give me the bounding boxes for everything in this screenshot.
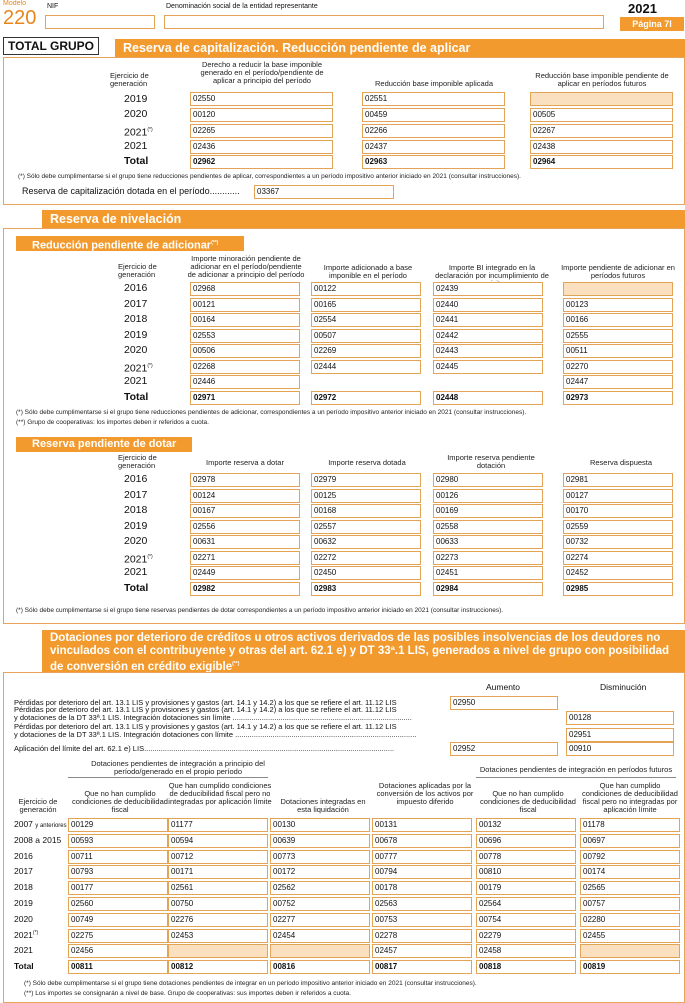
cell-02561[interactable]: 02561 bbox=[168, 881, 268, 895]
cell-02445[interactable]: 02445 bbox=[433, 360, 543, 374]
cell-2950[interactable]: 02950 bbox=[450, 696, 558, 710]
cell-02985[interactable]: 02985 bbox=[563, 582, 673, 596]
cell-2962[interactable]: 02962 bbox=[190, 155, 333, 169]
row-year: 2017 bbox=[124, 298, 148, 310]
cell-02457[interactable]: 02457 bbox=[372, 944, 472, 958]
row-year: 2021(*) bbox=[124, 362, 153, 375]
row-total: Total bbox=[14, 961, 34, 971]
denominacion-input[interactable] bbox=[164, 15, 604, 29]
cell-02565[interactable]: 02565 bbox=[580, 881, 680, 895]
cell-02980[interactable]: 02980 bbox=[433, 473, 543, 487]
line-perdidas-2a: Pérdidas por deterioro del art. 13.1 LIS y provisiones y gastos (art. 14.1 y 14.2) a los que se refiere el art. 11.12 LIS bbox=[14, 705, 397, 714]
group-header-principio: Dotaciones pendientes de integración a principio del período/generado en el propio período bbox=[91, 759, 265, 776]
header-integradas: Dotaciones integradas en esta liquidación bbox=[280, 797, 366, 814]
cell-00631[interactable]: 00631 bbox=[190, 535, 300, 549]
group-divider bbox=[68, 777, 268, 778]
cell-00171[interactable]: 00171 bbox=[168, 865, 268, 879]
cell-02451[interactable]: 02451 bbox=[433, 566, 543, 580]
cell-00166[interactable]: 00166 bbox=[563, 313, 673, 327]
section-title-reserva-capitalizacion: Reserva de capitalización. Reducción pendiente de aplicar bbox=[115, 39, 685, 57]
cell-02563[interactable]: 02563 bbox=[372, 897, 472, 911]
cell-00696[interactable]: 00696 bbox=[476, 834, 576, 848]
nif-input[interactable] bbox=[45, 15, 155, 29]
cell-00812[interactable]: 00812 bbox=[168, 960, 268, 974]
disminucion-label: Disminución bbox=[600, 682, 647, 692]
row-year: 2020 bbox=[14, 914, 33, 924]
cell-00167[interactable]: 00167 bbox=[190, 504, 300, 518]
footnote: (**) Los importes se consignarán a nivel de base. Grupo de cooperativas: sus importes deben ir referidos a cuota. bbox=[24, 990, 351, 997]
cell-00123[interactable]: 00123 bbox=[563, 298, 673, 312]
cell-2550[interactable]: 02550 bbox=[190, 92, 333, 106]
cell-00732[interactable]: 00732 bbox=[563, 535, 673, 549]
header-ejercicio: Ejercicio de generación bbox=[118, 453, 157, 470]
row-total: Total bbox=[124, 582, 149, 594]
row-year: 2019 bbox=[14, 898, 33, 908]
cell-02558[interactable]: 02558 bbox=[433, 520, 543, 534]
cell-2951[interactable]: 02951 bbox=[566, 728, 674, 742]
cell-02269[interactable]: 02269 bbox=[311, 344, 421, 358]
cell-00177[interactable]: 00177 bbox=[68, 881, 168, 895]
cell-02443[interactable]: 02443 bbox=[433, 344, 543, 358]
cell-00179[interactable]: 00179 bbox=[476, 881, 576, 895]
row-year: 2017 bbox=[124, 489, 148, 501]
cell-0505[interactable]: 00505 bbox=[530, 108, 673, 122]
header-reserva-dotada: Importe reserva dotada bbox=[328, 458, 406, 467]
cell-00777[interactable]: 00777 bbox=[372, 850, 472, 864]
cell-2964[interactable]: 02964 bbox=[530, 155, 673, 169]
header-reserva-dotar: Importe reserva a dotar bbox=[206, 458, 284, 467]
cell-02446[interactable]: 02446 bbox=[190, 375, 300, 389]
cell-00750[interactable]: 00750 bbox=[168, 897, 268, 911]
cell-02447[interactable]: 02447 bbox=[563, 375, 673, 389]
cell-00819[interactable]: 00819 bbox=[580, 960, 680, 974]
cell-00752[interactable]: 00752 bbox=[270, 897, 370, 911]
cell-02277[interactable]: 02277 bbox=[270, 913, 370, 927]
row-total: Total bbox=[124, 155, 149, 167]
cell-00711[interactable]: 00711 bbox=[68, 850, 168, 864]
header-importe-bi: Importe BI integrado en la declaración por incumplimiento de bbox=[435, 263, 549, 280]
cell-02280[interactable]: 02280 bbox=[580, 913, 680, 927]
cell-00507[interactable]: 00507 bbox=[311, 329, 421, 343]
header-no-cumplido-futuros: Que no han cumplido condiciones de deducibilidad fiscal bbox=[480, 789, 576, 814]
cell-02278[interactable]: 02278 bbox=[372, 929, 472, 943]
cell-00511[interactable]: 00511 bbox=[563, 344, 673, 358]
header-reserva-pendiente: Importe reserva pendiente dotación bbox=[447, 453, 535, 470]
header-ejercicio: Ejercicio de generación bbox=[18, 797, 58, 814]
row-year: 2016 bbox=[14, 851, 33, 861]
cell-01178[interactable]: 01178 bbox=[580, 818, 680, 832]
cell-02268[interactable]: 02268 bbox=[190, 360, 300, 374]
cell-00818[interactable]: 00818 bbox=[476, 960, 576, 974]
cell-02270[interactable]: 02270 bbox=[563, 360, 673, 374]
cell-02442[interactable]: 02442 bbox=[433, 329, 543, 343]
cell-00169[interactable]: 00169 bbox=[433, 504, 543, 518]
aumento-label: Aumento bbox=[486, 682, 521, 692]
cell-disabled bbox=[563, 282, 673, 296]
footnote: (*) Sólo debe cumplimentarse si el grupo tiene dotaciones pendientes de integrar en un período impositivo anterior iniciado en 2021 (consultar instrucciones). bbox=[24, 980, 477, 987]
cell-0128[interactable]: 00128 bbox=[566, 711, 674, 725]
cell-2437[interactable]: 02437 bbox=[362, 140, 505, 154]
row-year: 2021 bbox=[124, 566, 148, 578]
denominacion-label: Denominación social de la entidad representante bbox=[166, 3, 318, 10]
cell-2438[interactable]: 02438 bbox=[530, 140, 673, 154]
cell-02982[interactable]: 02982 bbox=[190, 582, 300, 596]
cell-02554[interactable]: 02554 bbox=[311, 313, 421, 327]
cell-00125[interactable]: 00125 bbox=[311, 489, 421, 503]
row-year: 2018 bbox=[14, 882, 33, 892]
cell-00810[interactable]: 00810 bbox=[476, 865, 576, 879]
cell-00678[interactable]: 00678 bbox=[372, 834, 472, 848]
cell-02456[interactable]: 02456 bbox=[68, 944, 168, 958]
cell-00121[interactable]: 00121 bbox=[190, 298, 300, 312]
header-importe-pendiente: Importe pendiente de adicionar en períodos futuros bbox=[561, 263, 675, 280]
cell-00811[interactable]: 00811 bbox=[68, 960, 168, 974]
cell-00165[interactable]: 00165 bbox=[311, 298, 421, 312]
group-divider bbox=[476, 777, 676, 778]
line-perdidas-1: Pérdidas por deterioro del art. 13.1 LIS y provisiones y gastos (art. 14.1 y 14.2) a los que se refiere el art. 11.12 LIS bbox=[14, 698, 397, 707]
line-perdidas-3b: y dotaciones de la DT 33ª.1 LIS. Integración dotaciones con límite ....................................................................................... bbox=[14, 731, 417, 739]
row-total: Total bbox=[124, 391, 149, 403]
line-perdidas-2b: y dotaciones de la DT 33ª.1 LIS. Integración dotaciones sin límite ...................................................................................... bbox=[14, 714, 412, 722]
cell-02972[interactable]: 02972 bbox=[311, 391, 421, 405]
cell-00632[interactable]: 00632 bbox=[311, 535, 421, 549]
cell-0459[interactable]: 00459 bbox=[362, 108, 505, 122]
cell-00633[interactable]: 00633 bbox=[433, 535, 543, 549]
cell-02279[interactable]: 02279 bbox=[476, 929, 576, 943]
cell-02564[interactable]: 02564 bbox=[476, 897, 576, 911]
cell-02553[interactable]: 02553 bbox=[190, 329, 300, 343]
cell-00778[interactable]: 00778 bbox=[476, 850, 576, 864]
cell-00129[interactable]: 00129 bbox=[68, 818, 168, 832]
cell-00506[interactable]: 00506 bbox=[190, 344, 300, 358]
header-ejercicio: Ejercicio de generación bbox=[118, 262, 157, 279]
cell-00130[interactable]: 00130 bbox=[270, 818, 370, 832]
cell-2436[interactable]: 02436 bbox=[190, 140, 333, 154]
cell-02448[interactable]: 02448 bbox=[433, 391, 543, 405]
row-year: 2021 bbox=[14, 945, 33, 955]
row-year: 2021(*) bbox=[14, 930, 39, 940]
row-year: 2019 bbox=[124, 93, 148, 105]
cell-02971[interactable]: 02971 bbox=[190, 391, 300, 405]
cell-2952[interactable]: 02952 bbox=[450, 742, 558, 756]
row-year: 2007 y anteriores bbox=[14, 819, 67, 829]
row-year: 2021 bbox=[124, 140, 148, 152]
form-year: 2021 bbox=[628, 1, 657, 16]
line-perdidas-3a: Pérdidas por deterioro del art. 13.1 LIS y provisiones y gastos (art. 14.1 y 14.2) a los que se refiere el art. 11.12 LIS bbox=[14, 722, 397, 731]
cell-02559[interactable]: 02559 bbox=[563, 520, 673, 534]
header-cumplido-limite-futuros: Que han cumplido condiciones de deducibilidad fiscal pero no integradas por aplicación límite bbox=[582, 781, 678, 814]
cell-00132[interactable]: 00132 bbox=[476, 818, 576, 832]
cell-02449[interactable]: 02449 bbox=[190, 566, 300, 580]
cell-00754[interactable]: 00754 bbox=[476, 913, 576, 927]
cell-02271[interactable]: 02271 bbox=[190, 551, 300, 565]
cell-02454[interactable]: 02454 bbox=[270, 929, 370, 943]
cell-02453[interactable]: 02453 bbox=[168, 929, 268, 943]
cell-00794[interactable]: 00794 bbox=[372, 865, 472, 879]
header-ejercicio: Ejercicio de generación bbox=[110, 71, 149, 88]
cell-02968[interactable]: 02968 bbox=[190, 282, 300, 296]
cell-00753[interactable]: 00753 bbox=[372, 913, 472, 927]
header-reserva-dispuesta: Reserva dispuesta bbox=[589, 458, 653, 467]
section-title-reserva-nivelacion: Reserva de nivelación bbox=[42, 210, 685, 228]
subsection-reduccion-pendiente: Reducción pendiente de adicionar(**) bbox=[16, 236, 244, 251]
cell-02440[interactable]: 02440 bbox=[433, 298, 543, 312]
row-year: 2008 a 2015 bbox=[14, 835, 62, 845]
row-year: 2020 bbox=[124, 535, 148, 547]
row-year: 2019 bbox=[124, 329, 148, 341]
header-aplicadas-conversion: Dotaciones aplicadas por la conversión de los activos por impuesto diferido bbox=[376, 781, 474, 806]
cell-02444[interactable]: 02444 bbox=[311, 360, 421, 374]
cell-2266[interactable]: 02266 bbox=[362, 124, 505, 138]
cell-0910[interactable]: 00910 bbox=[566, 742, 674, 756]
cell-00178[interactable]: 00178 bbox=[372, 881, 472, 895]
cell-02441[interactable]: 02441 bbox=[433, 313, 543, 327]
cell-02450[interactable]: 02450 bbox=[311, 566, 421, 580]
cell-00164[interactable]: 00164 bbox=[190, 313, 300, 327]
cell-00816[interactable]: 00816 bbox=[270, 960, 370, 974]
cell-02274[interactable]: 02274 bbox=[563, 551, 673, 565]
cell-02556[interactable]: 02556 bbox=[190, 520, 300, 534]
row-year: 2019 bbox=[124, 520, 148, 532]
cell-02979[interactable]: 02979 bbox=[311, 473, 421, 487]
cell-02458[interactable]: 02458 bbox=[476, 944, 576, 958]
cell-00126[interactable]: 00126 bbox=[433, 489, 543, 503]
cell-disabled bbox=[270, 944, 370, 958]
modelo-number: 220 bbox=[3, 7, 37, 29]
cell-2963[interactable]: 02963 bbox=[362, 155, 505, 169]
cell-02983[interactable]: 02983 bbox=[311, 582, 421, 596]
line-limite: Aplicación del límite del art. 62.1 e) LIS........................................................................................................................ bbox=[14, 744, 395, 753]
cell-02275[interactable]: 02275 bbox=[68, 929, 168, 943]
header-importe-adicionado: Importe adicionado a base imponible en el período bbox=[323, 263, 413, 280]
cell-00793[interactable]: 00793 bbox=[68, 865, 168, 879]
cell-00594[interactable]: 00594 bbox=[168, 834, 268, 848]
group-header-futuros: Dotaciones pendientes de integración en períodos futuros bbox=[479, 765, 673, 774]
cell-02555[interactable]: 02555 bbox=[563, 329, 673, 343]
cell-00749[interactable]: 00749 bbox=[68, 913, 168, 927]
row-year: 2016 bbox=[124, 473, 148, 485]
footnote: (*) Sólo debe cumplimentarse si el grupo tiene reducciones pendientes de aplicar, correspondientes a un período impositivo anterior iniciado en 2021 (consultar instrucciones). bbox=[18, 173, 521, 180]
cell-2267[interactable]: 02267 bbox=[530, 124, 673, 138]
cell-00757[interactable]: 00757 bbox=[580, 897, 680, 911]
cell-00172[interactable]: 00172 bbox=[270, 865, 370, 879]
cell-00174[interactable]: 00174 bbox=[580, 865, 680, 879]
header-reduccion-pendiente: Reducción base imponible pendiente de aplicar en períodos futuros bbox=[535, 71, 669, 88]
footnote: (*) Sólo debe cumplimentarse si el grupo tiene reservas pendientes de dotar correspondientes a un período impositivo anterior iniciado en 2021 (consultar instrucciones). bbox=[16, 607, 504, 614]
cell-02562[interactable]: 02562 bbox=[270, 881, 370, 895]
row-year: 2016 bbox=[124, 282, 148, 294]
cell-02557[interactable]: 02557 bbox=[311, 520, 421, 534]
cell-disabled bbox=[580, 944, 680, 958]
header-reduccion-aplicada: Reducción base imponible aplicada bbox=[375, 79, 493, 88]
cell-00170[interactable]: 00170 bbox=[563, 504, 673, 518]
cell-00131[interactable]: 00131 bbox=[372, 818, 472, 832]
cell-00712[interactable]: 00712 bbox=[168, 850, 268, 864]
cell-02981[interactable]: 02981 bbox=[563, 473, 673, 487]
row-year: 2017 bbox=[14, 866, 33, 876]
cell-00593[interactable]: 00593 bbox=[68, 834, 168, 848]
footnote: (**) Grupo de cooperativas: los importes deben ir referidos a cuota. bbox=[16, 419, 209, 426]
cell-disabled bbox=[168, 944, 268, 958]
cell-00168[interactable]: 00168 bbox=[311, 504, 421, 518]
cell-0120[interactable]: 00120 bbox=[190, 108, 333, 122]
cell-02455[interactable]: 02455 bbox=[580, 929, 680, 943]
cell-00127[interactable]: 00127 bbox=[563, 489, 673, 503]
cell-00122[interactable]: 00122 bbox=[311, 282, 421, 296]
cell-02978[interactable]: 02978 bbox=[190, 473, 300, 487]
total-grupo-badge: TOTAL GRUPO bbox=[3, 37, 99, 55]
header-cumplido-limite: Que han cumplido condiciones de deducibilidad fiscal pero no integradas por aplicación límite bbox=[168, 781, 272, 806]
row-year: 2020 bbox=[124, 344, 148, 356]
cell-00697[interactable]: 00697 bbox=[580, 834, 680, 848]
cell-02984[interactable]: 02984 bbox=[433, 582, 543, 596]
cell-00817[interactable]: 00817 bbox=[372, 960, 472, 974]
cell-2265[interactable]: 02265 bbox=[190, 124, 333, 138]
subsection-reserva-pendiente-dotar: Reserva pendiente de dotar bbox=[16, 437, 192, 452]
cell-02276[interactable]: 02276 bbox=[168, 913, 268, 927]
row-year: 2021(*) bbox=[124, 553, 153, 566]
dotada-label: Reserva de capitalización dotada en el período............ bbox=[22, 186, 240, 196]
cell-02439[interactable]: 02439 bbox=[433, 282, 543, 296]
page-badge: Página 7I bbox=[620, 17, 684, 31]
section-title-dotaciones-deterioro: Dotaciones por deterioro de créditos u otros activos derivados de las posibles insolvencias de los deudores no vinculados con el contribuyente y otras del art. 62.1 e) y DT 33ª.1 LIS, generados a nivel de grupo con posibilidad de conversión en crédito exigible(**) bbox=[42, 630, 685, 672]
footnote: (*) Sólo debe cumplimentarse si el grupo tiene reducciones pendientes de adicionar, correspondientes a un período impositivo anterior iniciado en 2021 (consultar instrucciones). bbox=[16, 409, 527, 416]
cell-02973[interactable]: 02973 bbox=[563, 391, 673, 405]
cell-01177[interactable]: 01177 bbox=[168, 818, 268, 832]
header-importe-minoracion: Importe minoración pendiente de adicionar en el período/pendiente de adicionar a principio del período bbox=[187, 254, 305, 279]
header-derecho-reducir: Derecho a reducir la base imponible generado en el período/pendiente de aplicar a principio del período bbox=[200, 60, 324, 85]
nif-label: NIF bbox=[47, 3, 59, 10]
cell-00124[interactable]: 00124 bbox=[190, 489, 300, 503]
cell-00773[interactable]: 00773 bbox=[270, 850, 370, 864]
cell-00792[interactable]: 00792 bbox=[580, 850, 680, 864]
cell-2551[interactable]: 02551 bbox=[362, 92, 505, 106]
cell-3367[interactable]: 03367 bbox=[254, 185, 394, 199]
row-year: 2020 bbox=[124, 108, 148, 120]
cell-disabled bbox=[530, 92, 673, 106]
row-year: 2018 bbox=[124, 313, 148, 325]
cell-02452[interactable]: 02452 bbox=[563, 566, 673, 580]
row-year: 2018 bbox=[124, 504, 148, 516]
modelo-label: Modelo bbox=[3, 0, 26, 7]
cell-02560[interactable]: 02560 bbox=[68, 897, 168, 911]
row-year: 2021 bbox=[124, 375, 148, 387]
row-year: 2021(*) bbox=[124, 126, 153, 139]
cell-02272[interactable]: 02272 bbox=[311, 551, 421, 565]
cell-02273[interactable]: 02273 bbox=[433, 551, 543, 565]
cell-00639[interactable]: 00639 bbox=[270, 834, 370, 848]
header-no-cumplido: Que no han cumplido condiciones de deducibilidad fiscal bbox=[72, 789, 168, 814]
